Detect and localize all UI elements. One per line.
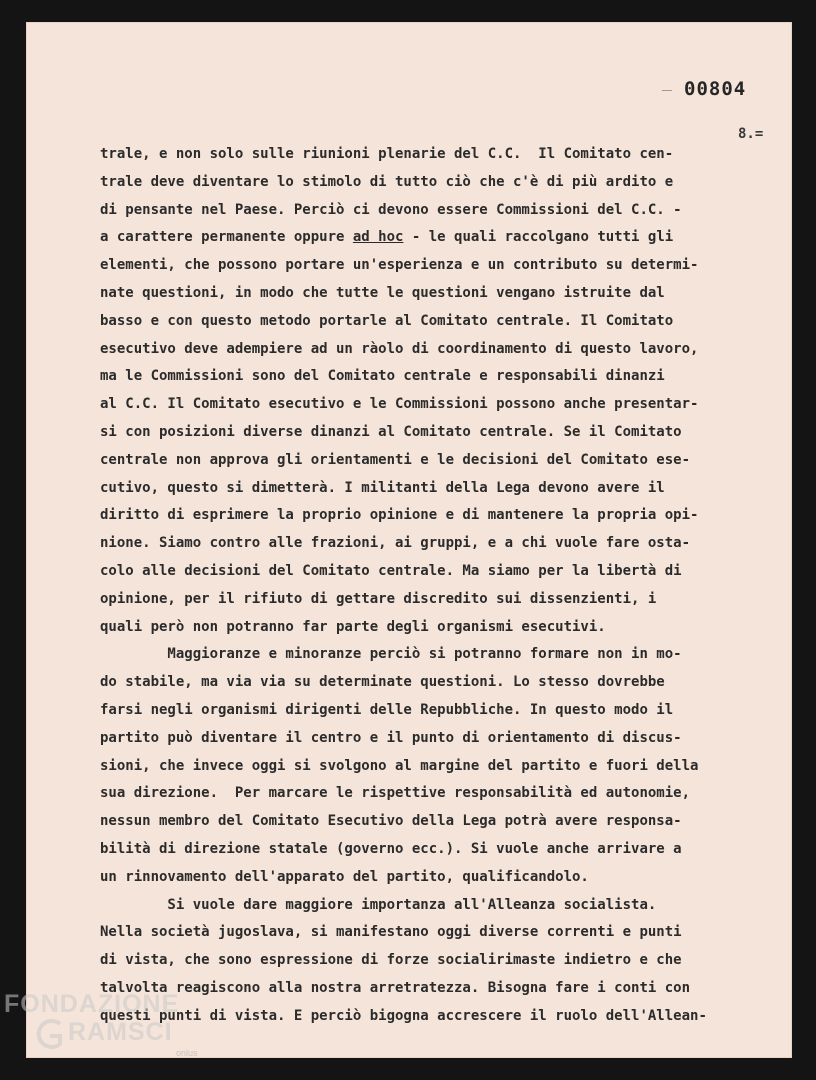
- text-line: do stabile, ma via via su determinate questioni. Lo stesso dovrebbe: [100, 674, 665, 691]
- text-line: elementi, che possono portare un'esperienza e un contributo su determi-: [100, 257, 699, 274]
- text-line: ma le Commissioni sono del Comitato centrale e responsabili dinanzi: [100, 368, 665, 385]
- text-line: al C.C. Il Comitato esecutivo e le Commissioni possono anche presentar-: [100, 396, 699, 413]
- text-line: bilità di direzione statale (governo ecc.). Si vuole anche arrivare a: [100, 840, 682, 857]
- text-line: nessun membro del Comitato Esecutivo della Lega potrà avere responsa-: [100, 813, 682, 830]
- text-line: farsi negli organismi dirigenti delle Repubbliche. In questo modo il: [100, 701, 674, 718]
- text-line: talvolta reagiscono alla nostra arretratezza. Bisogna fare i conti con: [100, 979, 691, 996]
- text-line: trale deve diventare lo stimolo di tutto ciò che c'è di più ardito e: [100, 173, 674, 190]
- document-number: 00804: [684, 78, 747, 100]
- text-line: basso e con questo metodo portarle al Comitato centrale. Il Comitato: [100, 312, 674, 329]
- text-line: sioni, che invece oggi si svolgono al margine del partito e fuori della: [100, 757, 699, 774]
- text-line: Nella società jugoslava, si manifestano oggi diverse correnti e punti: [100, 924, 682, 941]
- text-line: Si vuole dare maggiore importanza all'Alleanza socialista.: [100, 896, 657, 913]
- text-line: questi punti di vista. E perciò bigogna accrescere il ruolo dell'Allean-: [100, 1007, 707, 1024]
- watermark-onlus: onlus: [176, 1048, 198, 1058]
- text-line: partito può diventare il centro e il punto di orientamento di discus-: [100, 729, 682, 746]
- watermark-logo: [4, 990, 224, 1076]
- text-line: Maggioranze e minoranze perciò si potranno formare non in mo-: [100, 646, 682, 663]
- text-fragment: a carattere permanente oppure: [100, 229, 353, 246]
- text-line: trale, e non solo sulle riunioni plenarie del C.C. Il Comitato cen-: [100, 146, 674, 162]
- text-line: nate questioni, in modo che tutte le questioni vengano istruite dal: [100, 284, 665, 301]
- document-body: [100, 141, 790, 1031]
- text-line: sua direzione. Per marcare le rispettive responsabilità ed autonomie,: [100, 785, 691, 802]
- text-line: esecutivo deve adempiere ad un ràolo di coordinamento di questo lavoro,: [100, 340, 699, 357]
- g-logo-icon: [34, 1010, 66, 1058]
- text-line: centrale non approva gli orientamenti e le decisioni del Comitato ese-: [100, 451, 691, 468]
- watermark-subtitle-word: RAMSCI: [68, 1018, 173, 1046]
- text-line: opinione, per il rifiuto di gettare discredito sui dissenzienti, i: [100, 590, 657, 607]
- text-fragment: - le quali raccolgano tutti gli: [403, 229, 674, 246]
- text-line: cutivo, questo si dimetterà. I militanti della Lega devono avere il: [100, 479, 665, 496]
- page-number: 8.=: [738, 126, 764, 142]
- text-line: di pensante nel Paese. Perciò ci devono essere Commissioni del C.C. -: [100, 201, 682, 218]
- text-line: colo alle decisioni del Comitato centrale. Ma siamo per la libertà di: [100, 562, 682, 579]
- text-line: si con posizioni diverse dinanzi al Comitato centrale. Se il Comitato: [100, 423, 682, 440]
- text-line: nione. Siamo contro alle frazioni, ai gruppi, e a chi vuole fare osta-: [100, 535, 691, 552]
- underlined-phrase: ad hoc: [352, 229, 404, 246]
- text-line-with-underline: [100, 224, 790, 252]
- text-line: quali però non potranno far parte degli organismi esecutivi.: [100, 618, 606, 635]
- text-line: un rinnovamento dell'apparato del partito, qualificandolo.: [100, 868, 589, 885]
- watermark-title: FONDAZIONE: [4, 990, 180, 1018]
- text-line: di vista, che sono espressione di forze socialirimaste indietro e che: [100, 952, 682, 969]
- text-line: diritto di esprimere la proprio opinione e di mantenere la propria opi-: [100, 507, 699, 524]
